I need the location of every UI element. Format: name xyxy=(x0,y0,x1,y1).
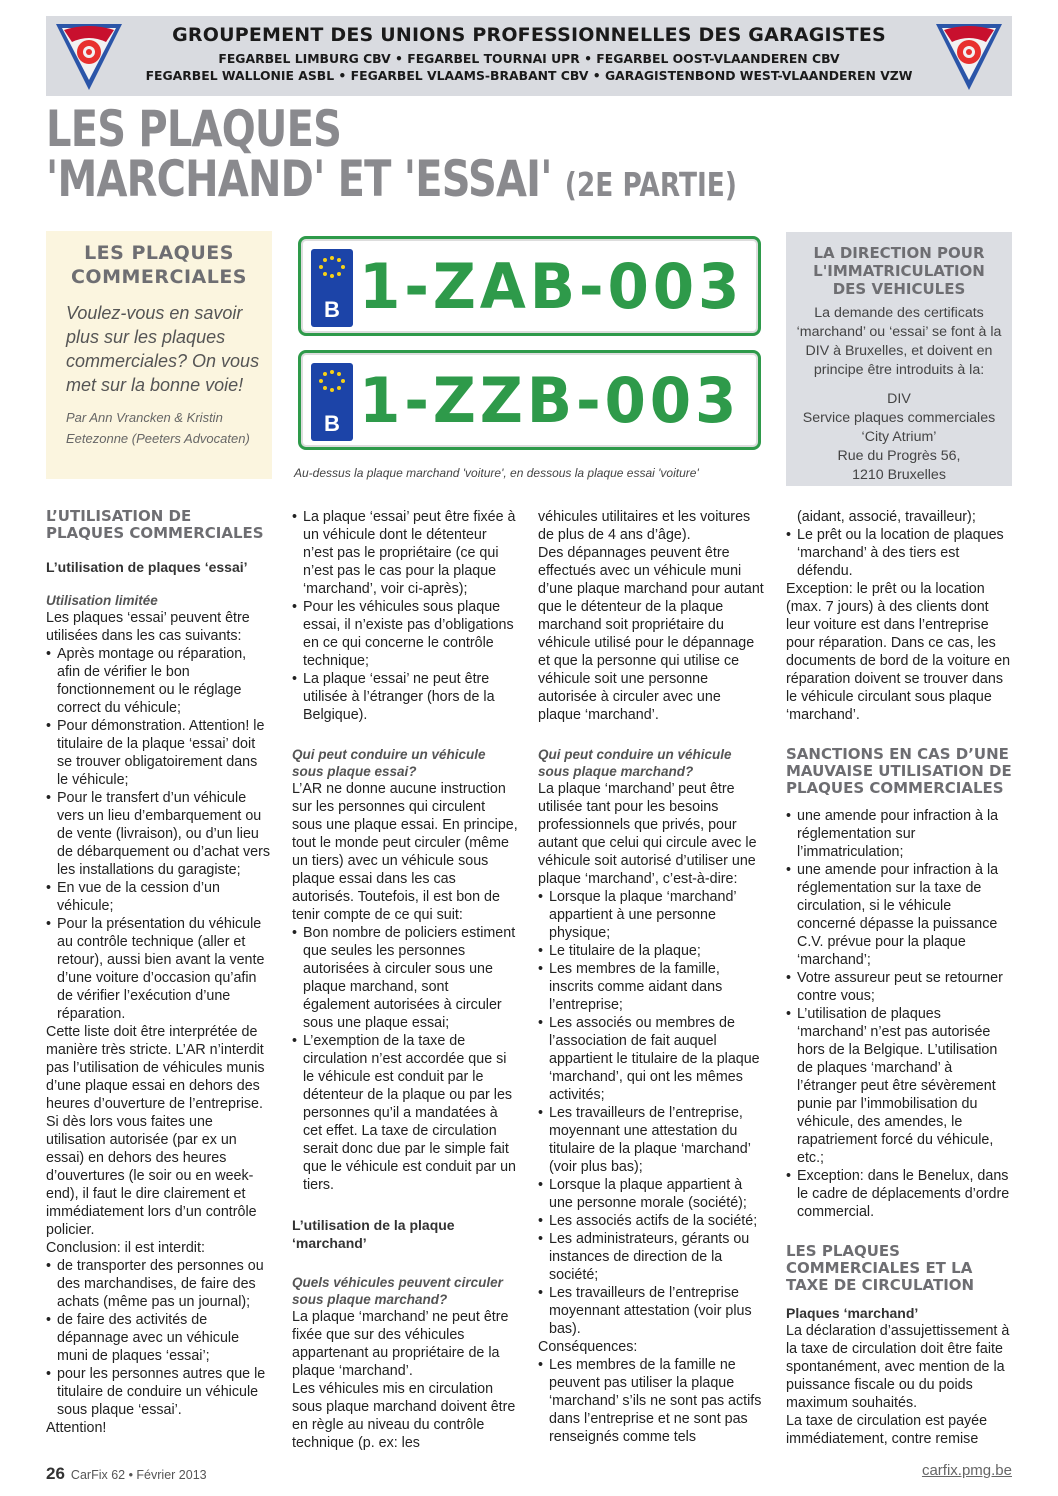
section-heading: LES PLAQUES COMMERCIALES ET LA TAXE DE CIRCULATION xyxy=(786,1242,975,1294)
list-item: • Le titulaire de la plaque; xyxy=(538,942,764,960)
subsection-heading: Plaques ‘marchand’ xyxy=(786,1305,919,1321)
bullet-list xyxy=(292,508,518,724)
fegarbel-logo xyxy=(54,20,124,92)
paragraph: Cette liste doit être interprétée de manière très stricte. L’AR n’interdit pas l’utilisation de véhicules munis d’une plaque essai en dehors des heures d’ouverture de l’entreprise. Si dès lors vous faites une utilisation autorisée (par ex un essai) en dehors des heures d’ouvertures (le soir ou en week-end), il faut le dire clairement et immédiatement lors d’un contrôle policier. xyxy=(46,1024,265,1238)
list-item: • pour les personnes autres que le titulaire de conduire un véhicule sous plaque ‘essai’. xyxy=(46,1365,272,1419)
plate-number: 1-ZZB-003 xyxy=(359,364,741,437)
bullet-list xyxy=(538,1356,764,1446)
union-title: GROUPEMENT DES UNIONS PROFESSIONNELLES DES GARAGISTES xyxy=(172,24,886,46)
union-members-line-1: FEGARBEL LIMBURG CBV • FEGARBEL TOURNAI UPR • FEGARBEL OOST-VLAANDEREN CBV xyxy=(218,51,840,66)
list-item: • de faire des activités de dépannage avec un véhicule muni de plaques ‘essai’; xyxy=(46,1311,272,1365)
bullet-list xyxy=(538,888,764,1338)
publisher-header xyxy=(46,16,1012,96)
div-address xyxy=(794,390,1004,485)
list-item: • Les travailleurs de l’entreprise moyennant attestation (voir plus bas). xyxy=(538,1284,764,1338)
list-item: • L’exemption de la taxe de circulation n’est accordée que si le véhicule est conduit par le détenteur de la plaque ou par les personnes qu’il a mandatées à cet effet. La taxe de circulation serait donc due par le simple fait que le véhicule est conduit par un tiers. xyxy=(292,1032,518,1194)
article-column-2 xyxy=(292,508,518,1452)
list-item: • Votre assureur peut se retourner contre vous; xyxy=(786,969,1012,1005)
article-title-line-1: LES PLAQUES xyxy=(46,100,342,158)
plate-marchand xyxy=(298,236,761,336)
paragraph: véhicules utilitaires et les voitures de plus de 4 ans d’âge). xyxy=(538,509,751,543)
bullet-list xyxy=(786,807,1012,1221)
list-item: • Les membres de la famille ne peuvent pas utiliser la plaque ‘marchand’ s’ils ne sont pas actifs dans l’entreprise et ne sont pas renseignés comme tels xyxy=(538,1356,764,1446)
plate-caption: Au-dessus la plaque marchand 'voiture', en dessous la plaque essai 'voiture' xyxy=(294,466,699,480)
section-heading: L’UTILISATION DE PLAQUES COMMERCIALES xyxy=(46,507,264,542)
list-item: • Pour la présentation du véhicule au contrôle technique (aller et retour), aussi bien avant la vente d’une voiture d’occasion qu’afin de vérifier l’exécution d’une réparation. xyxy=(46,915,272,1023)
plate-number: 1-ZAB-003 xyxy=(359,250,744,323)
paragraph: L’AR ne donne aucune instruction sur les personnes qui circulent sous une plaque essai. En principe, tout le monde peut circuler (même un tiers) avec un véhicule sous plaque essai dans les cas autorisés. Toutefois, il est bon de tenir compte de ce qui suit: xyxy=(292,781,518,923)
paragraph: Des dépannages peuvent être effectués avec un véhicule muni d’une plaque marchand pour autant que le détenteur de la plaque marchand soit propriétaire du véhicule utilisé pour le dépannage et que la personne qui utilise ce véhicule soit une personne autorisée à circuler avec une plaque ‘marchand’. xyxy=(538,545,764,723)
list-item: • Bon nombre de policiers estiment que seules les personnes autorisées à circuler sous une plaque marchand, sont également autorisées à circuler sous une plaque essai; xyxy=(292,924,518,1032)
div-info-box xyxy=(786,232,1012,486)
list-item: • Après montage ou réparation, afin de vérifier le bon fonctionnement ou le réglage correct du véhicule; xyxy=(46,645,272,717)
div-intro: La demande des certificats ‘marchand’ ou ‘essai’ se font à la DIV à Bruxelles, et doivent en principe être introduits à la: xyxy=(796,305,1002,378)
footer-issue xyxy=(46,1464,207,1484)
article-column-3 xyxy=(538,508,764,1446)
intro-heading: LES PLAQUES COMMERCIALES xyxy=(70,242,247,288)
list-item: • de transporter des personnes ou des marchandises, de faire des achats (même pas un journal); xyxy=(46,1257,272,1311)
bullet-list xyxy=(786,526,1012,580)
list-item: • Pour les véhicules sous plaque essai, il n’existe pas d’obligations en ce qui concerne le contrôle technique; xyxy=(292,598,518,670)
article-title xyxy=(46,100,1006,210)
address-line: Service plaques commerciales xyxy=(802,410,996,426)
subsection-heading: L’utilisation de plaques ‘essai’ xyxy=(46,559,248,575)
italic-heading: Quels véhicules peuvent circuler sous plaque marchand? xyxy=(292,1275,503,1307)
list-item: • Les associés ou membres de l’association de fait auquel appartient le titulaire de la plaque ‘marchand’, qui ont les mêmes activités; xyxy=(538,1014,764,1104)
section-heading: SANCTIONS EN CAS D’UNE MAUVAISE UTILISATION DE PLAQUES COMMERCIALES xyxy=(786,745,1012,797)
paragraph: Les véhicules mis en circulation sous plaque marchand doivent être en règle au niveau du contrôle technique (p. ex: les xyxy=(292,1381,516,1451)
paragraph: Conclusion: il est interdit: xyxy=(46,1240,205,1256)
eu-flag-icon xyxy=(311,363,353,441)
list-item: • La plaque ‘essai’ peut être fixée à un véhicule dont le détenteur n’est pas le propriétaire (ce qui n’est pas le cas pour la plaque ‘marchand’, voir ci-après); xyxy=(292,508,518,598)
country-code: B xyxy=(324,297,340,322)
article-title-main: 'MARCHAND' ET 'ESSAI' xyxy=(46,150,552,208)
subsection-heading: L’utilisation de la plaque ‘marchand’ xyxy=(292,1217,455,1251)
article-column-1 xyxy=(46,508,272,1437)
address-line: 1210 Bruxelles xyxy=(852,467,946,483)
paragraph: La déclaration d’assujettissement à la taxe de circulation doit être faite spontanément, avec mention de la puissance fiscale ou du poids maximum souhaités. xyxy=(786,1323,1010,1411)
article-title-part: (2E PARTIE) xyxy=(564,165,737,204)
page-number: 26 xyxy=(46,1464,65,1483)
plate-essai xyxy=(298,350,761,450)
list-item: • Les membres de la famille, inscrits comme aidant dans l’entreprise; xyxy=(538,960,764,1014)
intro-text: Voulez-vous en savoir plus sur les plaques commerciales? On vous met sur la bonne voie! xyxy=(66,303,260,395)
address-line: ‘City Atrium’ xyxy=(861,429,937,445)
italic-heading: Qui peut conduire un véhicule sous plaque essai? xyxy=(292,747,486,779)
address-line: DIV xyxy=(887,391,911,407)
bullet-list xyxy=(46,1257,272,1419)
list-item: • une amende pour infraction à la réglementation sur l’immatriculation; xyxy=(786,807,1012,861)
list-item: • Pour démonstration. Attention! le titulaire de la plaque ‘essai’ doit se trouver obligatoirement dans le véhicule; xyxy=(46,717,272,789)
website-link[interactable]: carfix.pmg.be xyxy=(921,1462,1012,1479)
list-item: • Lorsque la plaque appartient à une personne morale (société); xyxy=(538,1176,764,1212)
list-item: • une amende pour infraction à la réglementation sur la taxe de circulation, si le véhicule concerné dépasse la puissance C.V. prévue pour la plaque ‘marchand’; xyxy=(786,861,1012,969)
country-code: B xyxy=(324,411,340,436)
list-item: • Le prêt ou la location de plaques ‘marchand’ à des tiers est défendu. xyxy=(786,526,1012,580)
list-item: • Les associés actifs de la société; xyxy=(538,1212,764,1230)
intro-box xyxy=(46,231,272,479)
paragraph: La taxe de circulation est payée immédiatement, contre remise xyxy=(786,1413,988,1447)
union-members-line-2: FEGARBEL WALLONIE ASBL • FEGARBEL VLAAMS-BRABANT CBV • GARAGISTENBOND WEST-VLAANDEREN VZW xyxy=(145,68,913,83)
article-title-line-2 xyxy=(46,150,814,210)
italic-heading: Utilisation limitée xyxy=(46,593,158,608)
list-item: • Exception: dans le Benelux, dans le cadre de déplacements d’ordre commercial. xyxy=(786,1167,1012,1221)
paragraph: La plaque ‘marchand’ ne peut être fixée que sur des véhicules appartenant au propriétaire de la plaque ‘marchand’. xyxy=(292,1309,509,1379)
bullet-list xyxy=(46,645,272,1023)
div-heading: LA DIRECTION POUR L'IMMATRICULATION DES VEHICULES xyxy=(813,244,985,298)
paragraph: Conséquences: xyxy=(538,1339,638,1355)
paragraph: (aidant, associé, travailleur); xyxy=(797,509,976,525)
list-item: • Lorsque la plaque ‘marchand’ appartient à une personne physique; xyxy=(538,888,764,942)
list-item: • Les travailleurs de l’entreprise, moyennant une attestation du titulaire de la plaque ‘marchand’ (voir plus bas); xyxy=(538,1104,764,1176)
bullet-list xyxy=(292,924,518,1194)
paragraph: La plaque ‘marchand’ peut être utilisée tant pour les besoins professionnels que privés, pour autant que celui qui circule avec le véhicule soit autorisé d’utiliser une plaque ‘marchand’, c’est-à-dire: xyxy=(538,781,757,887)
italic-heading: Qui peut conduire un véhicule sous plaque marchand? xyxy=(538,747,732,779)
list-item: • En vue de la cession d’un véhicule; xyxy=(46,879,272,915)
paragraph: Les plaques ‘essai’ peuvent être utilisées dans les cas suivants: xyxy=(46,610,250,644)
list-item: • L’utilisation de plaques ‘marchand’ n’est pas autorisée hors de la Belgique. L’utilisation de plaques ‘marchand’ à l’étranger peut être sévèrement punie par l’immobilisation du véhicule, des amendes, le rapatriement forcé du véhicule, etc.; xyxy=(786,1005,1012,1167)
paragraph: Attention! xyxy=(46,1420,107,1436)
article-column-4 xyxy=(786,508,1012,1448)
issue-info: CarFix 62 • Février 2013 xyxy=(70,1468,207,1482)
intro-author: Par Ann Vrancken & Kristin Eetezonne (Peeters Advocaten) xyxy=(66,410,250,446)
eu-flag-icon xyxy=(311,249,353,327)
fegarbel-logo xyxy=(934,20,1004,92)
list-item: • Pour le transfert d’un véhicule vers un lieu d’embarquement ou de vente (livraison), ou d’un lieu de débarquement ou d’achat vers les installations du garagiste; xyxy=(46,789,272,879)
paragraph: Exception: le prêt ou la location (max. 7 jours) à des clients dont leur voiture est dans l’entreprise pour réparation. Dans ce cas, les documents de bord de la voiture en réparation doivent se trouver dans le véhicule circulant sous plaque ‘marchand’. xyxy=(786,581,1011,723)
list-item: • Les administrateurs, gérants ou instances de direction de la société; xyxy=(538,1230,764,1284)
address-line: Rue du Progrès 56, xyxy=(837,448,961,464)
list-item: • La plaque ‘essai’ ne peut être utilisée à l’étranger (hors de la Belgique). xyxy=(292,670,518,724)
